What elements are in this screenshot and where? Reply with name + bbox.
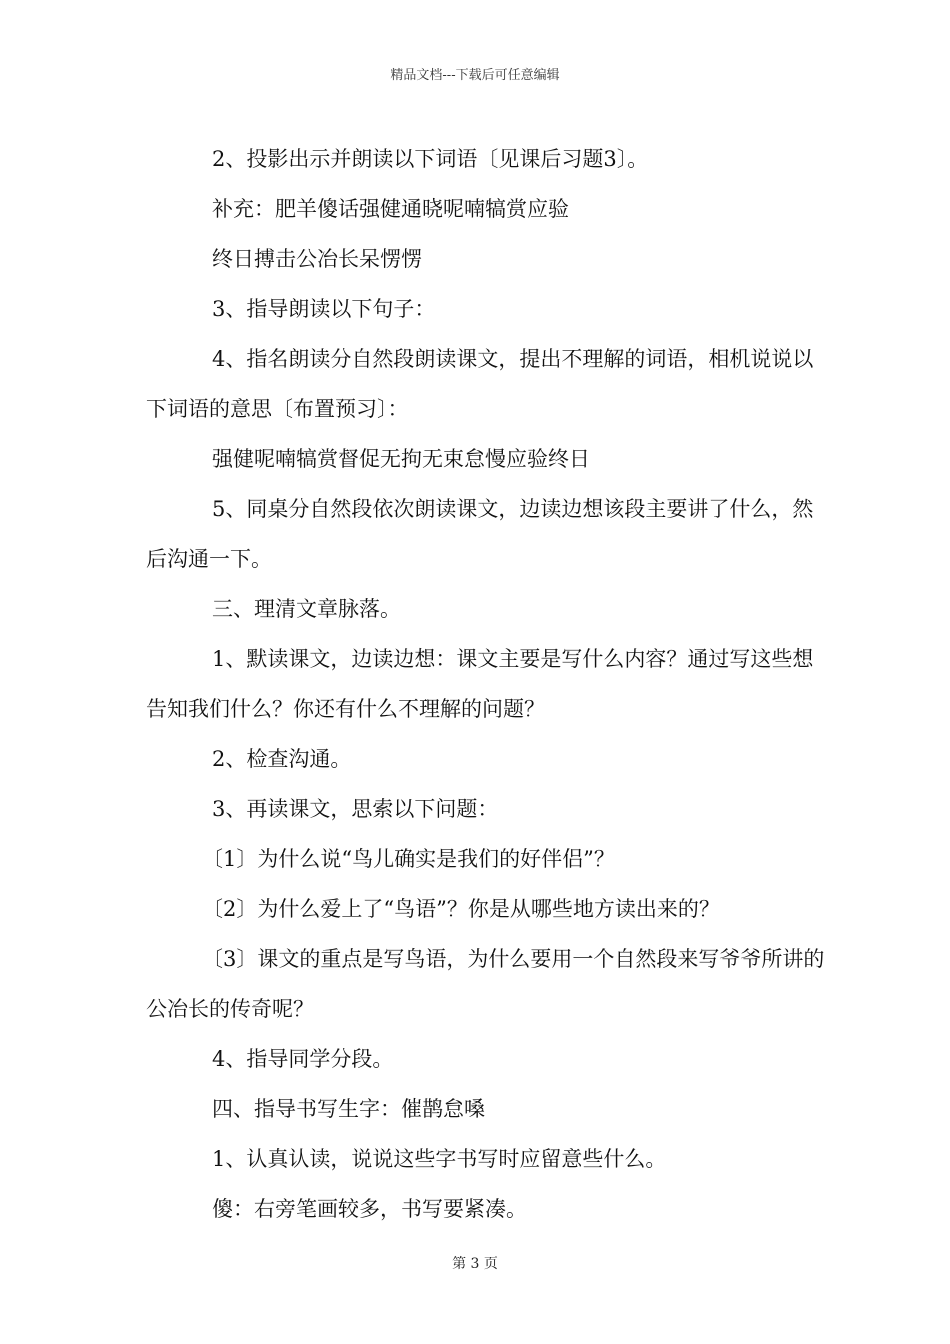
paragraph: 傻：右旁笔画较多，书写要紧凑。 xyxy=(212,1197,527,1221)
paragraph: 3、指导朗读以下句子： xyxy=(212,297,436,321)
paragraph: 1、默读课文，边读边想：课文主要是写什么内容？通过写这些想告知我们什么？你还有什么不理解的问题？ xyxy=(146,647,814,721)
paragraph: 补充：肥羊傻话强健通晓呢喃犒赏应验 xyxy=(212,197,569,221)
paragraph: 4、指名朗读分自然段朗读课文，提出不理解的词语，相机说说以下词语的意思〔布置预习〕： xyxy=(146,347,814,421)
question-item: 〔1〕为什么说“鸟儿确实是我们的好伴侣”？ xyxy=(202,847,615,871)
paragraph: 1、认真认读，说说这些字书写时应留意些什么。 xyxy=(212,1147,667,1171)
paragraph: 3、再读课文，思索以下问题： xyxy=(212,797,499,821)
section-heading: 四、指导书写生字：催鹊怠嗓 xyxy=(212,1097,485,1121)
page-number: 第 3 页 xyxy=(452,1256,498,1272)
paragraph: 终日搏击公冶长呆愣愣 xyxy=(212,247,422,271)
document-body xyxy=(146,134,826,1234)
paragraph: 2、投影出示并朗读以下词语〔见课后习题3〕。 xyxy=(212,147,649,171)
question-item: 〔2〕为什么爱上了“鸟语”？你是从哪些地方读出来的？ xyxy=(202,897,720,921)
paragraph: 5、同桌分自然段依次朗读课文，边读边想该段主要讲了什么，然后沟通一下。 xyxy=(146,497,814,571)
paragraph: 4、指导同学分段。 xyxy=(212,1047,394,1071)
paragraph: 2、检查沟通。 xyxy=(212,747,352,771)
section-heading: 三、理清文章脉落。 xyxy=(212,597,401,621)
paragraph: 强健呢喃犒赏督促无拘无束怠慢应验终日 xyxy=(212,447,590,471)
question-item: 〔3〕课文的重点是写鸟语，为什么要用一个自然段来写爷爷所讲的公冶长的传奇呢？ xyxy=(146,947,825,1021)
page-header: 精品文档---下载后可任意编辑 xyxy=(390,68,560,83)
